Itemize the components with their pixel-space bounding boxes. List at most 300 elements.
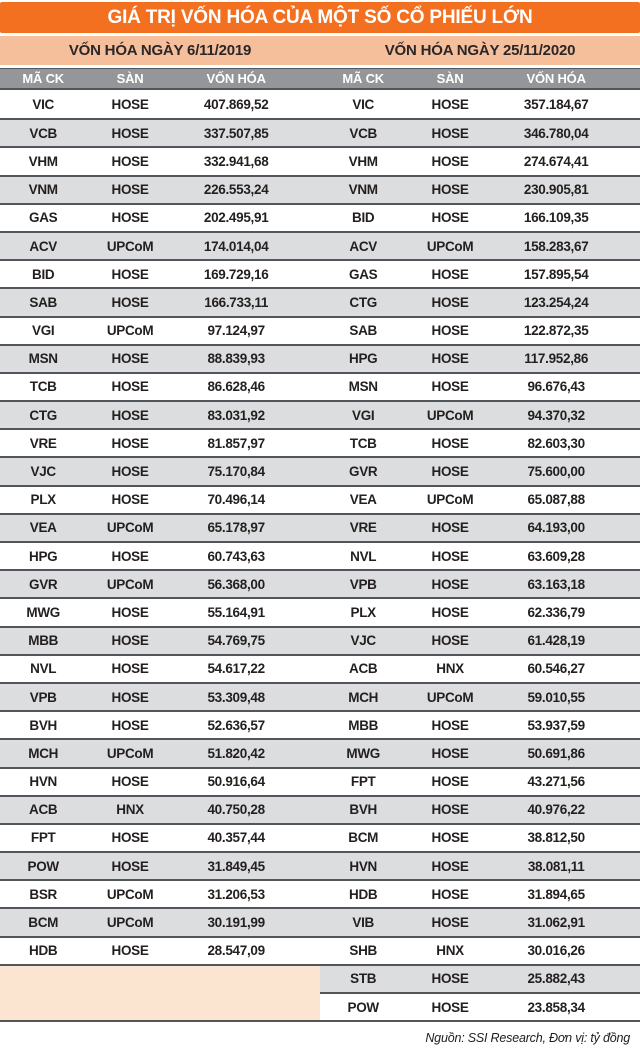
- exchange-cell: HOSE: [431, 266, 469, 282]
- page-title: GIÁ TRỊ VỐN HÓA CỦA MỘT SỐ CỔ PHIẾU LỚN: [107, 6, 533, 28]
- table-row: [0, 907, 640, 935]
- exchange-cell: HOSE: [431, 745, 469, 761]
- ticker-cell: VEA: [349, 492, 377, 508]
- ticker-cell: CTG: [29, 407, 57, 423]
- exchange-cell: HOSE: [431, 294, 469, 310]
- exchange-cell: HOSE: [111, 830, 149, 846]
- ticker-cell: VRE: [29, 435, 57, 451]
- marketcap-cell: 25.882,43: [527, 971, 585, 987]
- marketcap-cell: 63.163,18: [527, 576, 585, 592]
- table-row-half: [0, 682, 320, 710]
- exchange-cell: HOSE: [431, 153, 469, 169]
- exchange-cell: HOSE: [111, 294, 149, 310]
- exchange-cell: HOSE: [431, 915, 469, 931]
- table-row: [0, 851, 640, 879]
- table-row-half: [0, 795, 320, 823]
- empty-cell-block: [0, 992, 320, 1020]
- exchange-cell: HOSE: [111, 604, 149, 620]
- table-row-half: [320, 513, 640, 541]
- ticker-cell: TCB: [349, 435, 377, 451]
- marketcap-cell: 169.729,16: [203, 266, 269, 282]
- table-row-half: [0, 203, 320, 231]
- table-row: [0, 400, 640, 428]
- exchange-cell: HOSE: [431, 210, 469, 226]
- table-row: [0, 879, 640, 907]
- table-row-half: [0, 879, 320, 907]
- exchange-cell: UPCoM: [106, 886, 154, 902]
- marketcap-cell: 346.780,04: [523, 125, 589, 141]
- marketcap-cell: 53.937,59: [527, 717, 585, 733]
- table-row-half: [320, 879, 640, 907]
- exchange-cell: HOSE: [111, 266, 149, 282]
- table-row: [0, 992, 640, 1020]
- table-row-half: [0, 597, 320, 625]
- column-header-ticker: MÃ CK: [342, 71, 384, 86]
- marketcap-cell: 40.357,44: [207, 830, 265, 846]
- table-row-half: [320, 992, 640, 1020]
- exchange-cell: HOSE: [431, 802, 469, 818]
- ticker-cell: SAB: [349, 323, 377, 339]
- ticker-cell: VHM: [348, 153, 378, 169]
- ticker-cell: ACV: [29, 238, 57, 254]
- exchange-cell: HOSE: [111, 774, 149, 790]
- table-row: [0, 456, 640, 484]
- exchange-cell: HOSE: [111, 858, 149, 874]
- table-row: [0, 654, 640, 682]
- ticker-cell: VJC: [350, 633, 376, 649]
- table-row-half: [320, 485, 640, 513]
- marketcap-cell: 60.546,27: [527, 661, 585, 677]
- exchange-cell: HOSE: [111, 548, 149, 564]
- exchange-cell: HOSE: [111, 96, 149, 112]
- empty-cell-block: [0, 964, 320, 992]
- table-row: [0, 485, 640, 513]
- ticker-cell: VNM: [348, 182, 378, 198]
- table-row: [0, 710, 640, 738]
- table-row: [0, 738, 640, 766]
- ticker-cell: VIB: [352, 915, 374, 931]
- table-row-half: [0, 400, 320, 428]
- exchange-cell: HOSE: [111, 153, 149, 169]
- table-row: [0, 767, 640, 795]
- table-row-half: [320, 907, 640, 935]
- column-header-ticker: MÃ CK: [22, 71, 64, 86]
- ticker-cell: HVN: [29, 774, 57, 790]
- exchange-cell: HOSE: [431, 999, 469, 1015]
- marketcap-cell: 70.496,14: [207, 492, 265, 508]
- ticker-cell: NVL: [30, 661, 57, 677]
- marketcap-cell: 94.370,32: [527, 407, 585, 423]
- marketcap-cell: 64.193,00: [527, 520, 585, 536]
- table-row-half: [0, 344, 320, 372]
- table-row-half: [0, 626, 320, 654]
- table-row-half: [320, 767, 640, 795]
- marketcap-cell: 31.894,65: [527, 886, 585, 902]
- exchange-cell: HOSE: [111, 379, 149, 395]
- exchange-cell: HOSE: [111, 943, 149, 959]
- table-row: [0, 344, 640, 372]
- marketcap-cell: 166.109,35: [523, 210, 589, 226]
- ticker-cell: POW: [347, 999, 379, 1015]
- exchange-cell: HOSE: [431, 464, 469, 480]
- exchange-cell: HOSE: [111, 435, 149, 451]
- marketcap-cell: 43.271,56: [527, 774, 585, 790]
- ticker-cell: MCH: [28, 745, 59, 761]
- table-row: [0, 90, 640, 118]
- ticker-cell: HDB: [349, 886, 378, 902]
- marketcap-cell: 23.858,34: [527, 999, 585, 1015]
- exchange-cell: UPCoM: [106, 745, 154, 761]
- exchange-cell: UPCoM: [426, 492, 474, 508]
- table-row: [0, 372, 640, 400]
- exchange-cell: HOSE: [431, 520, 469, 536]
- marketcap-cell: 31.849,45: [207, 858, 265, 874]
- exchange-cell: UPCoM: [106, 238, 154, 254]
- exchange-cell: HOSE: [431, 96, 469, 112]
- ticker-cell: TCB: [29, 379, 57, 395]
- exchange-cell: HOSE: [431, 435, 469, 451]
- exchange-cell: HOSE: [431, 604, 469, 620]
- marketcap-cell: 60.743,63: [207, 548, 265, 564]
- exchange-cell: HNX: [436, 661, 464, 677]
- exchange-cell: HOSE: [431, 323, 469, 339]
- marketcap-cell: 230.905,81: [523, 182, 589, 198]
- ticker-cell: PLX: [30, 492, 56, 508]
- table-row-half: [320, 823, 640, 851]
- table-row-half: [0, 513, 320, 541]
- table-row-half: [0, 710, 320, 738]
- exchange-cell: HOSE: [111, 717, 149, 733]
- marketcap-cell: 54.769,75: [207, 633, 265, 649]
- table-row: [0, 569, 640, 597]
- table-row-half: [0, 485, 320, 513]
- table-row-half: [0, 231, 320, 259]
- marketcap-cell: 53.309,48: [207, 689, 265, 705]
- column-header-half: [0, 69, 320, 88]
- ticker-cell: VEA: [29, 520, 57, 536]
- exchange-cell: HOSE: [431, 576, 469, 592]
- table-row: [0, 964, 640, 992]
- ticker-cell: VGI: [352, 407, 375, 423]
- table-row: [0, 203, 640, 231]
- marketcap-cell: 81.857,97: [207, 435, 265, 451]
- table-row-half: [0, 936, 320, 964]
- ticker-cell: VPB: [349, 576, 377, 592]
- table-row-half: [0, 90, 320, 118]
- marketcap-cell: 52.636,57: [207, 717, 265, 733]
- table-row-half: [0, 316, 320, 344]
- exchange-cell: HOSE: [111, 351, 149, 367]
- exchange-cell: HOSE: [431, 858, 469, 874]
- table-row-half: [0, 738, 320, 766]
- table-row-half: [0, 118, 320, 146]
- exchange-cell: UPCoM: [106, 576, 154, 592]
- ticker-cell: FPT: [30, 830, 56, 846]
- marketcap-cell: 31.062,91: [527, 915, 585, 931]
- marketcap-cell: 166.733,11: [204, 294, 269, 310]
- marketcap-cell: 51.820,42: [207, 745, 265, 761]
- table-row-half: [0, 372, 320, 400]
- ticker-cell: ACV: [349, 238, 377, 254]
- table-row-half: [320, 316, 640, 344]
- table-row-half: [320, 597, 640, 625]
- marketcap-cell: 38.812,50: [527, 830, 585, 846]
- subheader-left: VỐN HÓA NGÀY 6/11/2019: [68, 42, 252, 59]
- table-row-half: [320, 738, 640, 766]
- ticker-cell: BSR: [29, 886, 57, 902]
- table-row-half: [0, 569, 320, 597]
- exchange-cell: HNX: [436, 943, 464, 959]
- ticker-cell: HDB: [29, 943, 58, 959]
- ticker-cell: SAB: [29, 294, 57, 310]
- table-row-half: [0, 851, 320, 879]
- ticker-cell: BID: [32, 266, 55, 282]
- exchange-cell: HOSE: [431, 717, 469, 733]
- table-row-half: [320, 541, 640, 569]
- marketcap-cell: 55.164,91: [207, 604, 265, 620]
- ticker-cell: VIC: [352, 96, 374, 112]
- table-row-half: [320, 344, 640, 372]
- marketcap-cell: 122.872,35: [523, 323, 589, 339]
- exchange-cell: HNX: [116, 802, 144, 818]
- table-row-half: [0, 767, 320, 795]
- table-row: [0, 231, 640, 259]
- ticker-cell: MSN: [348, 379, 378, 395]
- marketcap-cell: 82.603,30: [527, 435, 585, 451]
- marketcap-cell: 202.495,91: [203, 210, 269, 226]
- exchange-cell: UPCoM: [426, 407, 474, 423]
- table-row-half: [320, 90, 640, 118]
- exchange-cell: UPCoM: [106, 915, 154, 931]
- marketcap-cell: 65.087,88: [527, 492, 585, 508]
- marketcap-cell: 38.081,11: [527, 858, 585, 874]
- exchange-cell: UPCoM: [426, 689, 474, 705]
- marketcap-cell: 30.191,99: [207, 915, 265, 931]
- exchange-cell: HOSE: [111, 492, 149, 508]
- column-header-marketcap: VỐN HÓA: [526, 71, 586, 86]
- table-row-half: [0, 175, 320, 203]
- ticker-cell: HPG: [29, 548, 58, 564]
- ticker-cell: GAS: [349, 266, 378, 282]
- marketcap-cell: 357.184,67: [523, 96, 589, 112]
- marketcap-cell: 40.976,22: [527, 802, 585, 818]
- marketcap-cell: 332.941,68: [203, 153, 269, 169]
- marketcap-cell: 61.428,19: [527, 633, 585, 649]
- exchange-cell: HOSE: [111, 182, 149, 198]
- ticker-cell: BCM: [28, 915, 59, 931]
- ticker-cell: VHM: [28, 153, 58, 169]
- marketcap-cell: 97.124,97: [207, 323, 265, 339]
- marketcap-cell: 75.170,84: [207, 464, 265, 480]
- marketcap-cell: 54.617,22: [207, 661, 265, 677]
- table-row: [0, 287, 640, 315]
- table-row: [0, 597, 640, 625]
- exchange-cell: HOSE: [431, 886, 469, 902]
- marketcap-cell: 158.283,67: [523, 238, 589, 254]
- table-row-half: [320, 626, 640, 654]
- ticker-cell: MBB: [28, 633, 59, 649]
- table-row: [0, 175, 640, 203]
- marketcap-cell: 407.869,52: [203, 96, 269, 112]
- column-header-exchange: SÀN: [436, 71, 464, 86]
- ticker-cell: GVR: [29, 576, 58, 592]
- table-body: [0, 90, 640, 1022]
- table-row-half: [320, 231, 640, 259]
- table-row-half: [0, 259, 320, 287]
- exchange-cell: HOSE: [431, 971, 469, 987]
- exchange-cell: HOSE: [111, 633, 149, 649]
- ticker-cell: GAS: [29, 210, 58, 226]
- exchange-cell: HOSE: [431, 774, 469, 790]
- marketcap-cell: 86.628,46: [207, 379, 265, 395]
- table-row-half: [0, 456, 320, 484]
- exchange-cell: HOSE: [111, 407, 149, 423]
- ticker-cell: BVH: [29, 717, 57, 733]
- ticker-cell: GVR: [349, 464, 378, 480]
- exchange-cell: HOSE: [111, 210, 149, 226]
- column-header-exchange: SÀN: [116, 71, 144, 86]
- exchange-cell: HOSE: [431, 548, 469, 564]
- table-row: [0, 936, 640, 964]
- ticker-cell: HPG: [349, 351, 378, 367]
- ticker-cell: MBB: [348, 717, 379, 733]
- table-row-half: [320, 203, 640, 231]
- exchange-cell: HOSE: [431, 379, 469, 395]
- marketcap-cell: 59.010,55: [527, 689, 585, 705]
- marketcap-cell: 83.031,92: [207, 407, 265, 423]
- ticker-cell: VPB: [29, 689, 57, 705]
- exchange-cell: HOSE: [111, 689, 149, 705]
- marketcap-cell: 50.916,64: [207, 774, 265, 790]
- column-header-row: [0, 68, 640, 90]
- exchange-cell: HOSE: [431, 351, 469, 367]
- table-row: [0, 823, 640, 851]
- marketcap-cell: 226.553,24: [203, 182, 269, 198]
- ticker-cell: MWG: [346, 745, 380, 761]
- table-row: [0, 118, 640, 146]
- ticker-cell: PLX: [350, 604, 376, 620]
- ticker-cell: MCH: [348, 689, 379, 705]
- table-row-half: [320, 456, 640, 484]
- table-row-half: [320, 569, 640, 597]
- ticker-cell: ACB: [29, 802, 58, 818]
- exchange-cell: UPCoM: [106, 520, 154, 536]
- ticker-cell: BVH: [349, 802, 377, 818]
- marketcap-cell: 62.336,79: [527, 604, 585, 620]
- table-row: [0, 146, 640, 174]
- table-row: [0, 682, 640, 710]
- exchange-cell: HOSE: [431, 182, 469, 198]
- marketcap-cell: 123.254,24: [523, 294, 589, 310]
- table-row: [0, 626, 640, 654]
- table-row-half: [0, 654, 320, 682]
- ticker-cell: ACB: [349, 661, 378, 677]
- ticker-cell: VJC: [30, 464, 56, 480]
- ticker-cell: VGI: [32, 323, 55, 339]
- ticker-cell: CTG: [349, 294, 377, 310]
- table-row: [0, 259, 640, 287]
- ticker-cell: NVL: [350, 548, 377, 564]
- ticker-cell: SHB: [349, 943, 377, 959]
- date-subheader: [0, 36, 640, 65]
- marketcap-cell: 96.676,43: [527, 379, 585, 395]
- table-row-half: [0, 823, 320, 851]
- marketcap-cell: 28.547,09: [207, 943, 265, 959]
- table-row: [0, 428, 640, 456]
- ticker-cell: VNM: [28, 182, 58, 198]
- table-row-half: [320, 964, 640, 992]
- table-row-half: [320, 428, 640, 456]
- ticker-cell: MWG: [26, 604, 60, 620]
- table-row-half: [320, 118, 640, 146]
- exchange-cell: UPCoM: [426, 238, 474, 254]
- table-row-half: [0, 287, 320, 315]
- marketcap-cell: 31.206,53: [207, 886, 265, 902]
- table-row-half: [320, 795, 640, 823]
- table-row-half: [320, 372, 640, 400]
- marketcap-cell: 30.016,26: [527, 943, 585, 959]
- marketcap-cell: 50.691,86: [527, 745, 585, 761]
- column-header-marketcap: VỐN HÓA: [206, 71, 266, 86]
- subheader-right: VỐN HÓA NGÀY 25/11/2020: [384, 42, 576, 59]
- ticker-cell: MSN: [28, 351, 58, 367]
- marketcap-cell: 274.674,41: [523, 153, 589, 169]
- exchange-cell: HOSE: [111, 661, 149, 677]
- ticker-cell: POW: [27, 858, 59, 874]
- ticker-cell: FPT: [350, 774, 376, 790]
- table-row: [0, 316, 640, 344]
- table-row-half: [320, 654, 640, 682]
- table-row-half: [320, 936, 640, 964]
- table-row: [0, 513, 640, 541]
- ticker-cell: BID: [352, 210, 375, 226]
- table-row-half: [0, 146, 320, 174]
- column-header-half: [320, 69, 640, 88]
- exchange-cell: HOSE: [431, 830, 469, 846]
- table-row-half: [320, 146, 640, 174]
- table-row-half: [320, 259, 640, 287]
- table-row-half: [0, 541, 320, 569]
- exchange-cell: UPCoM: [106, 323, 154, 339]
- exchange-cell: HOSE: [111, 464, 149, 480]
- marketcap-cell: 40.750,28: [207, 802, 265, 818]
- exchange-cell: HOSE: [431, 633, 469, 649]
- table-row-half: [320, 287, 640, 315]
- marketcap-cell: 75.600,00: [527, 464, 585, 480]
- table-row: [0, 541, 640, 569]
- table-row-half: [320, 710, 640, 738]
- table-row-half: [320, 851, 640, 879]
- footer-note: Nguồn: SSI Research, Đơn vị: tỷ đồng: [425, 1031, 630, 1046]
- ticker-cell: VRE: [349, 520, 377, 536]
- marketcap-cell: 117.952,86: [524, 351, 589, 367]
- table-row: [0, 795, 640, 823]
- marketcap-cell: 56.368,00: [207, 576, 265, 592]
- title-bar: [0, 2, 640, 33]
- ticker-cell: HVN: [349, 858, 377, 874]
- ticker-cell: VCB: [349, 125, 377, 141]
- marketcap-cell: 88.839,93: [207, 351, 265, 367]
- table-row-half: [0, 907, 320, 935]
- exchange-cell: HOSE: [111, 125, 149, 141]
- table-row-half: [320, 400, 640, 428]
- ticker-cell: STB: [350, 971, 377, 987]
- ticker-cell: BCM: [348, 830, 379, 846]
- table-row-half: [0, 428, 320, 456]
- marketcap-cell: 174.014,04: [203, 238, 269, 254]
- marketcap-cell: 65.178,97: [207, 520, 265, 536]
- marketcap-cell: 157.895,54: [523, 266, 589, 282]
